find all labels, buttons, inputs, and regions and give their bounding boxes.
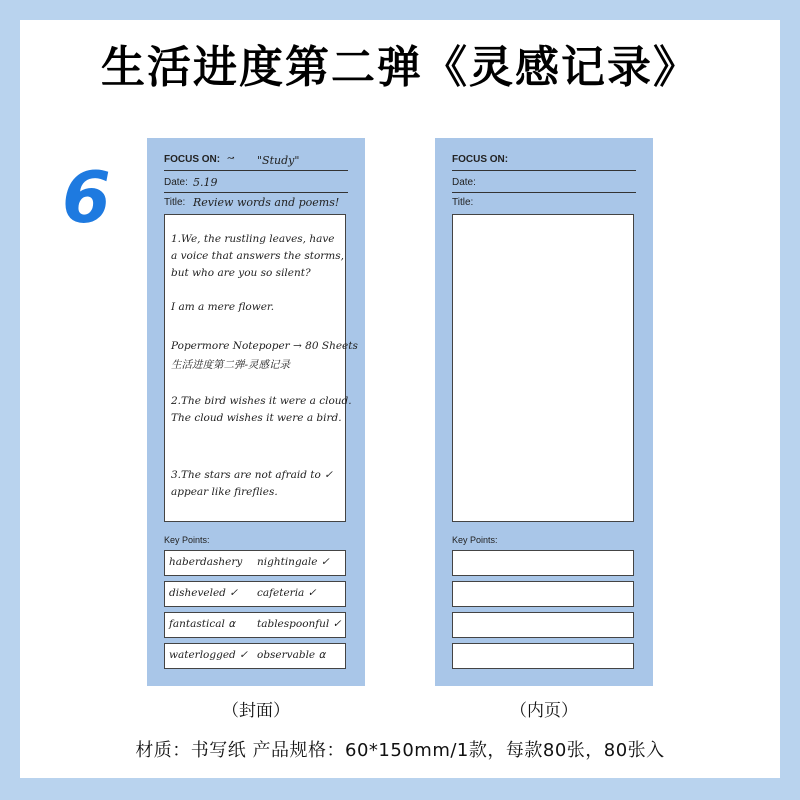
keypoint-word: nightingale ✓	[257, 556, 330, 568]
product-spec: 材质：书写纸 产品规格：60*150mm/1款，每款80张，80张入	[135, 740, 665, 761]
keypoints-label: Key Points:	[452, 535, 498, 545]
divider	[452, 170, 636, 171]
keypoint-word: waterlogged ✓	[169, 649, 248, 661]
writing-area	[164, 214, 358, 522]
focus-label: FOCUS ON:	[452, 154, 509, 165]
note-line: but who are you so silent?	[171, 267, 311, 279]
title-value: Review words and poems!	[193, 196, 340, 209]
date-label: Date:	[164, 177, 188, 188]
keypoint-word: disheveled ✓	[169, 587, 239, 599]
inner-notepad	[435, 138, 653, 686]
divider	[164, 192, 348, 193]
keypoint-word: observable ⍺	[257, 649, 326, 661]
divider	[164, 170, 348, 171]
keypoint-word: fantastical ⍺	[169, 618, 236, 630]
writing-area	[452, 214, 634, 522]
date-label: Date:	[452, 177, 476, 188]
note-line: The cloud wishes it were a bird.	[171, 412, 342, 424]
page-title: 生活进度第二弹《灵感记录》	[101, 42, 699, 93]
arrow-icon: ↝	[227, 154, 235, 164]
keypoint-row	[452, 612, 634, 638]
focus-value: "Study"	[257, 154, 300, 167]
keypoint-row	[164, 550, 346, 576]
note-line: I am a mere flower.	[171, 301, 275, 313]
focus-label: FOCUS ON:	[164, 154, 221, 165]
style-number: 6	[62, 157, 111, 239]
keypoint-row	[164, 643, 346, 669]
keypoint-word: haberdashery	[169, 556, 243, 568]
note-line: a voice that answers the storms,	[171, 250, 344, 262]
note-line: Popermore Notepoper → 80 Sheets	[171, 340, 358, 352]
keypoint-row	[164, 581, 346, 607]
note-line: appear like fireflies.	[171, 486, 278, 498]
note-line: 2.The bird wishes it were a cloud.	[171, 395, 352, 407]
cover-notepad	[147, 138, 365, 686]
keypoint-row	[452, 550, 634, 576]
keypoint-row	[164, 612, 346, 638]
note-line: 1.We, the rustling leaves, have	[171, 233, 335, 245]
keypoint-word: tablespoonful ✓	[257, 618, 342, 630]
title-label: Title:	[452, 197, 474, 208]
title-label: Title:	[164, 197, 186, 208]
inner-caption: （内页）	[510, 701, 578, 721]
date-value: 5.19	[193, 176, 218, 189]
divider	[452, 192, 636, 193]
note-line: 生活进度第二弹-灵感记录	[171, 359, 291, 371]
note-line: 3.The stars are not afraid to ✓	[171, 469, 333, 481]
keypoint-row	[452, 643, 634, 669]
keypoint-word: cafeteria ✓	[257, 587, 317, 599]
keypoint-row	[452, 581, 634, 607]
cover-caption: （封面）	[222, 701, 290, 721]
keypoints-label: Key Points:	[164, 535, 210, 545]
product-card	[20, 20, 780, 778]
